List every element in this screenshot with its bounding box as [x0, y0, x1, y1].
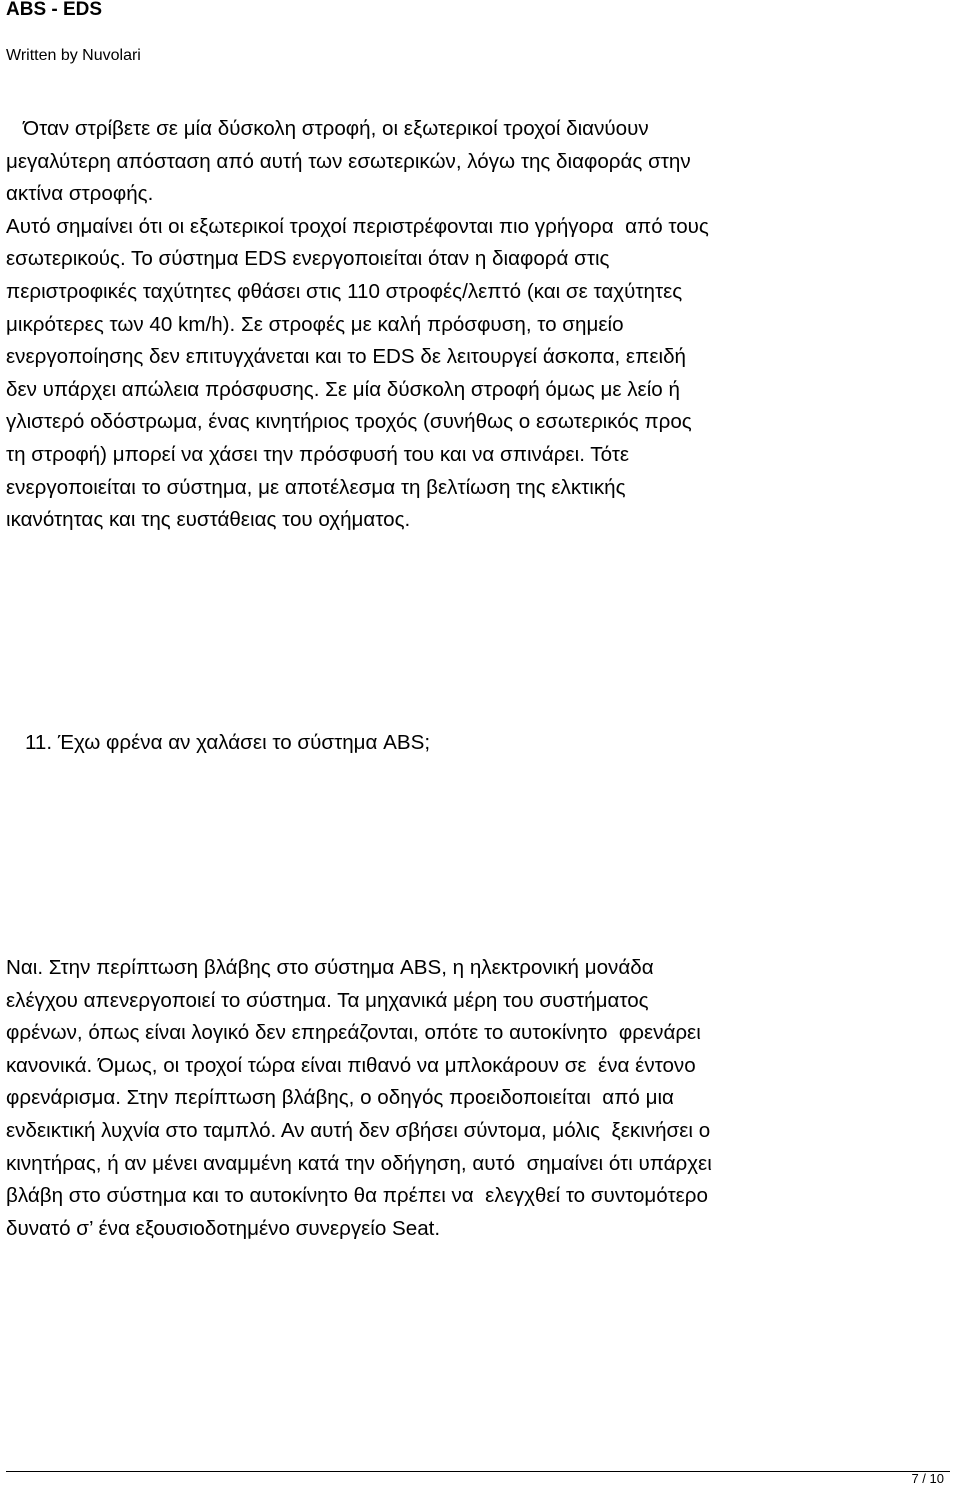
paragraph-line: μικρότερες των 40 km/h). Σε στροφές με καλή πρόσφυση, το σημείο [6, 312, 624, 336]
paragraph-line: δεν υπάρχει απώλεια πρόσφυσης. Σε μία δύσκολη στροφή όμως με λείο ή [6, 377, 680, 401]
paragraph-line: κανονικά. Όμως, οι τροχοί τώρα είναι πιθανό να μπλοκάρουν σε ένα έντονο [6, 1053, 696, 1077]
paragraph-line: γλιστερό οδόστρωμα, ένας κινητήριος τροχός (συνήθως ο εσωτερικός προς [6, 410, 692, 434]
paragraph-line: μεγαλύτερη απόσταση από αυτή των εσωτερικών, λόγω της διαφοράς στην [6, 149, 691, 173]
paragraph-eds-explanation [6, 113, 951, 537]
paragraph-line: ελέγχου απενεργοποιεί το σύστημα. Τα μηχανικά μέρη του συστήματος [6, 988, 649, 1012]
paragraph-line: Όταν στρίβετε σε μία δύσκολη στροφή, οι εξωτερικοί τροχοί διανύουν [6, 117, 649, 140]
paragraph-line: περιστροφικές ταχύτητες φθάσει στις 110 στροφές/λεπτό (και σε ταχύτητες [6, 279, 683, 303]
document-header [6, 0, 946, 66]
author-byline: Written by Nuvolari [6, 47, 141, 64]
paragraph-abs-answer [6, 952, 951, 1245]
paragraph-line: ενεργοποιείται το σύστημα, με αποτέλεσμα τη βελτίωση της ελκτικής [6, 475, 626, 499]
question-heading: 11. Έχω φρένα αν χαλάσει το σύστημα ABS; [25, 731, 431, 754]
document-title: ABS - EDS [6, 0, 103, 20]
footer-divider [6, 1471, 950, 1472]
paragraph-line: ενεργοποίησης δεν επιτυγχάνεται και το EDS δε λειτουργεί άσκοπα, επειδή [6, 345, 686, 369]
paragraph-line: δυνατό σ’ ένα εξουσιοδοτημένο συνεργείο Seat. [6, 1216, 441, 1240]
paragraph-line: κινητήρας, ή αν μένει αναμμένη κατά την οδήγηση, αυτό σημαίνει ότι υπάρχει [6, 1151, 712, 1175]
paragraph-line: Ναι. Στην περίπτωση βλάβης στο σύστημα ABS, η ηλεκτρονική μονάδα [6, 956, 654, 979]
paragraph-line: τη στροφή) μπορεί να χάσει την πρόσφυσή του και να σπινάρει. Τότε [6, 442, 630, 466]
paragraph-line: φρένων, όπως είναι λογικό δεν επηρεάζονται, οπότε το αυτοκίνητο φρενάρει [6, 1021, 701, 1045]
paragraph-line: ακτίνα στροφής. [6, 182, 154, 206]
paragraph-line: ικανότητας και της ευστάθειας του οχήματος. [6, 508, 411, 532]
paragraph-line: Αυτό σημαίνει ότι οι εξωτερικοί τροχοί περιστρέφονται πιο γρήγορα από τους [6, 214, 709, 238]
paragraph-line: εσωτερικούς. Το σύστημα EDS ενεργοποιείται όταν η διαφορά στις [6, 247, 610, 271]
page-number: 7 / 10 [911, 1471, 944, 1486]
paragraph-line: φρενάρισμα. Στην περίπτωση βλάβης, ο οδηγός προειδοποιείται από μια [6, 1086, 674, 1110]
paragraph-line: ενδεικτική λυχνία στο ταμπλό. Αν αυτή δεν σβήσει σύντομα, μόλις ξεκινήσει ο [6, 1118, 711, 1142]
paragraph-line: βλάβη στο σύστημα και το αυτοκίνητο θα πρέπει να ελεγχθεί το συντομότερο [6, 1184, 708, 1208]
